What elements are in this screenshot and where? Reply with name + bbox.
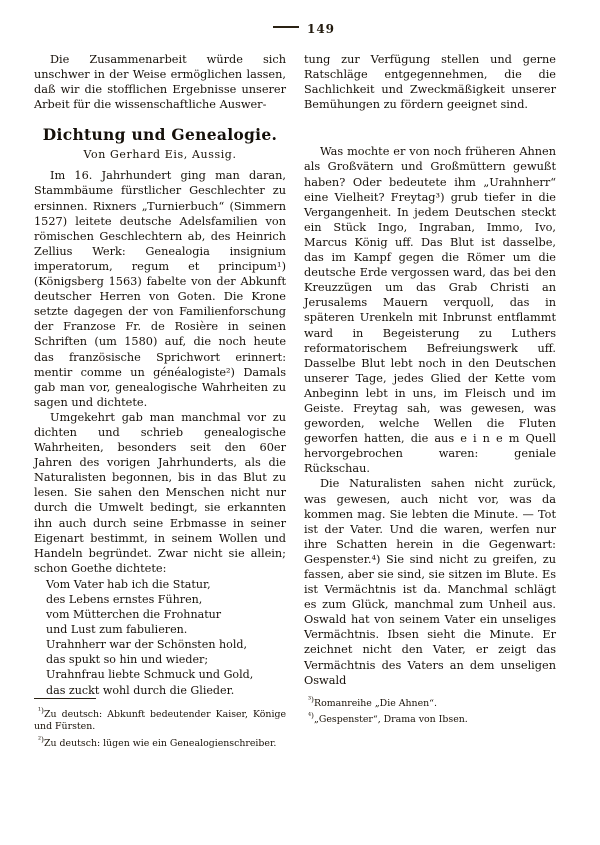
footnote-item (34, 734, 286, 751)
left-intro-block (34, 52, 286, 112)
right-intro-block (304, 52, 556, 112)
verse-line: das spukt so hin und wieder; (46, 653, 209, 667)
verse-line: und Lust zum fabulieren. (46, 623, 188, 637)
right-paragraph-2: Die Naturalisten sahen nicht zurück, was gewesen, auch nicht vor, was da kommen mag. Sie lebten die Minute. — Tot ist der Vater. Und die waren, werfen nur ihre Schatten herein in die Gegenwart: Gespenster.⁴) Sie sind nicht zu greifen, zu fassen, aber sie sind, sie sitzen im Blute. Es ist Vermächtnis ist da. Manchmal schlägt es zum Glück, manchmal zum Unheil aus. Oswald hat von seinem Vater ein unseliges Vermächtnis. Ibsen sieht die Minute. Er zeichnet nicht den Vater, er zeigt das Vermächtnis des Vaters an dem unseligen Oswald (304, 477, 556, 687)
left-column-body (34, 52, 286, 698)
verse-line: Urahnherr war der Schönsten hold, (46, 638, 248, 652)
left-footnotes (34, 705, 286, 750)
verse-line: Urahnfrau liebte Schmuck und Gold, (46, 668, 254, 682)
left-column (34, 52, 286, 750)
verse-line: Vom Vater hab ich die Statur, (46, 577, 211, 591)
verse-line: das zuckt wohl durch die Glieder. (46, 683, 235, 697)
right-column-body (304, 52, 556, 688)
right-paragraph-1: Was mochte er von noch früheren Ahnen als Großvätern und Großmüttern gewußt haben? Oder bedeutete ihm „Urahnherr“ eine Vielheit? Freytag³) grub tiefer in die Vergangenheit. In jedem Deutschen steckt ein Stück Ingo, Ingraban, Immo, Ivo, Marcus König uff. Das Blut ist dasselbe, das im Kampf gegen die Römer um die deutsche Erde vergossen ward, das bei den Kreuzzügen um das Grab Christi an Jerusalems Mauern verquoll, das in späteren Urenkeln mit Inbrunst entflammt ward in Begeisterung zu Luthers reformatorischem Befreiungswerk uff. Dasselbe Blut lebt noch in den Deutschen unserer Tage, jedes Glied der Kette vom Anbeginn lebt in uns, im Fleisch und im Geiste. Freytag sah, was gewesen, was geworden, welche Wellen die Fluten geworfen hatten, die aus e i n e m Quell hervorgebrochen waren: geniale Rückschau. (304, 145, 556, 476)
footnote-text: Romanreihe „Die Ahnen“. (314, 697, 437, 709)
right-footnotes (304, 694, 556, 727)
footnote-divider (34, 698, 96, 699)
article-byline: Von Gerhard Eis, Aussig. (83, 148, 237, 162)
verse-line: vom Mütterchen die Frohnatur (46, 608, 222, 622)
footnote-marker: ³) (308, 694, 315, 704)
right-column (304, 52, 556, 727)
right-body-text (304, 144, 556, 687)
page-number: 149 (306, 22, 336, 36)
footnote-text: „Gespenster“, Drama von Ibsen. (314, 714, 468, 726)
header-rule-left (273, 26, 299, 28)
left-intro-paragraph: Die Zusammenarbeit würde sich unschwer in der Weise ermöglichen lassen, daß wir die stofflichen Ergebnisse unserer Arbeit für die wissenschaftliche Auswer- (34, 53, 286, 112)
left-body-text (34, 168, 286, 576)
right-intro-paragraph: tung zur Verfügung stellen und gerne Ratschläge entgegennehmen, die die Sachlichkeit und Zweckmäßigkeit unserer Bemühungen zu fördern geeignet sind. (304, 53, 556, 112)
footnote-marker: ⁴) (308, 711, 315, 721)
left-paragraph-2: Umgekehrt gab man manchmal vor zu dichten und schrieb genealogische Wahrheiten, besonders seit den 60er Jahren des vorigen Jahrhunderts, als die Naturalisten begonnen, bis in das Blut zu lesen. Sie sahen den Menschen nicht nur durch die Umwelt bedingt, sie erkannten ihn auch durch seine Erbmasse in seiner Eigenart bestimmt, in seinem Wollen und Handeln begründet. Zwar nicht sie allein; schon Goethe dichtete: (34, 410, 286, 575)
left-footnote-area (34, 698, 286, 750)
footnote-marker: ²) (38, 734, 45, 744)
two-column-layout (34, 52, 566, 750)
left-paragraph-1: Im 16. Jahrhundert ging man daran, Stammbäume fürstlicher Geschlechter zu ersinnen. Rixners „Turnierbuch“ (Simmern 1527) leitete deutsche Adelsfamilien von römischen Geschlechtern ab, des Heinrich Zellius Werk: Genealogia insignium imperatorum, regum et principum¹) (Königsberg 1563) fabelte von der Abkunft deutscher Herren von Goten. Die Krone setzte dagegen der von Familienforschung der Franzose Fr. de Rosière in seinen Schriften (um 1580) auf, die noch heute das französische Sprichwort erinnert: mentir comme un généalogiste²) Damals gab man vor, genealogische Wahrheiten zu sagen und dichtete. (34, 169, 286, 409)
footnote-item (304, 710, 556, 727)
footnote-text: Zu deutsch: Abkunft bedeutender Kaiser, Könige und Fürsten. (34, 708, 286, 733)
page-number-header (34, 22, 566, 36)
footnote-text: Zu deutsch: lügen wie ein Genealogienschreiber. (44, 737, 277, 749)
footnote-item (304, 694, 556, 711)
article-title: Dichtung und Genealogie. (42, 125, 278, 145)
footnote-marker: ¹) (38, 705, 45, 715)
verse-line: des Lebens ernstes Führen, (46, 593, 203, 606)
right-footnote-area (304, 688, 556, 727)
goethe-verse (34, 577, 286, 698)
footnote-item (34, 705, 286, 734)
